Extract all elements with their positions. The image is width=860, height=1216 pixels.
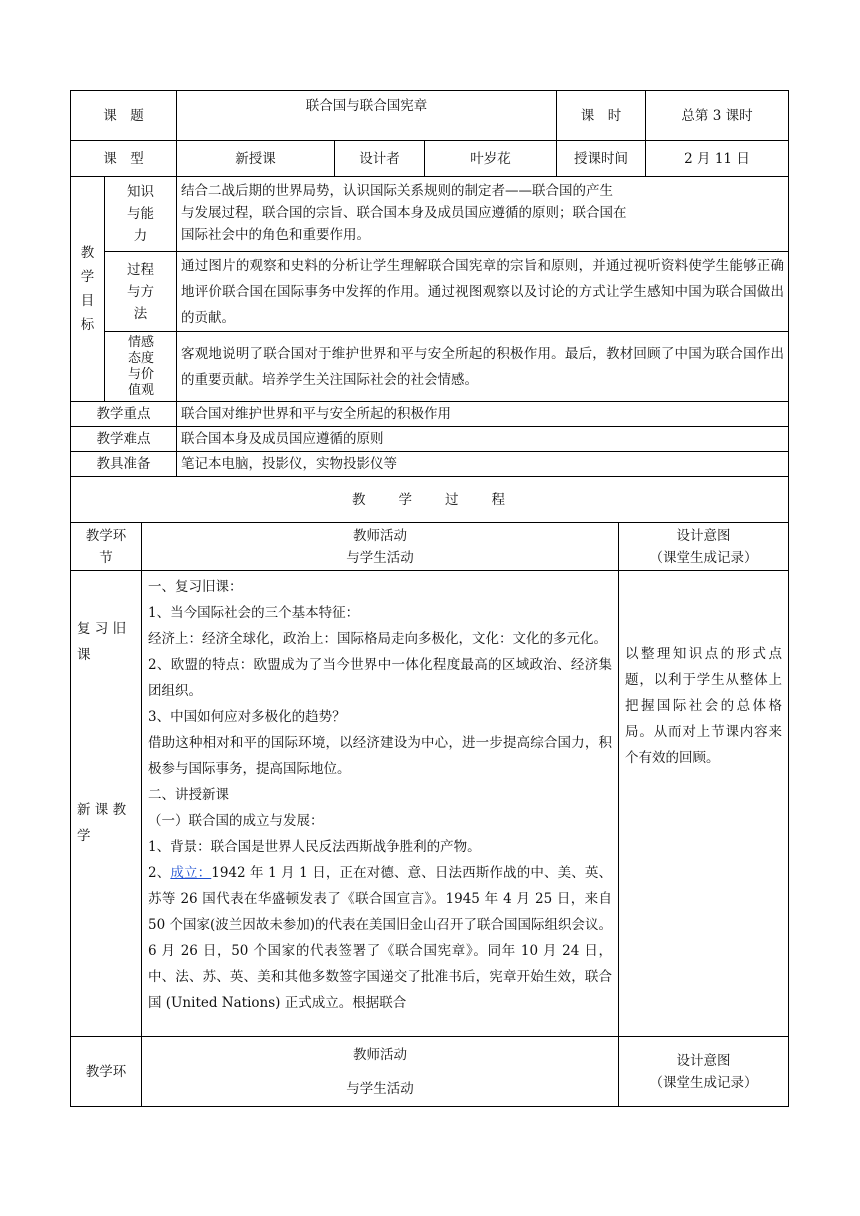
topic-value: 联合国与联合国宪章 [177,91,557,141]
lesson-header-table [70,90,789,523]
activity-prefix: 2、 [148,865,171,881]
difficult-point-label: 教学难点 [71,427,177,452]
activity-line: 3、中国如何应对多极化的趋势？ [148,709,346,725]
intent-header-line: （课堂生成记录） [649,549,758,566]
process-section-title: 教 学 过 程 [71,477,789,523]
lesson-plan-document [70,90,788,1107]
type-label: 课 型 [71,141,177,177]
designer-value: 叶岁花 [425,141,557,177]
footer-intent-line: 设计意图 [676,1052,731,1069]
process-label [105,252,177,332]
stage-column-header [71,523,142,571]
activity-line: 借助这种相对和平的国际环境，以经济建设为中心，进一步提高综合国力，积极参与国际事务，提高国际地位。 [148,735,612,777]
activity-line: 经济上：经济全球化，政治上：国际格局走向多极化，文化：文化的多元化。 [148,631,607,647]
key-point-text: 联合国对维护世界和平与安全所起的积极作用 [177,402,789,427]
activity-cell [142,571,619,1037]
emotion-label-text: 情感态度与价值观 [127,334,154,398]
footer-activity-line: 教师活动 [353,1046,407,1063]
activity-column-header [142,523,619,571]
knowledge-label [105,177,177,252]
knowledge-text [177,177,789,252]
period-label: 课 时 [557,91,646,141]
emotion-label [105,332,177,402]
activity-line: 1、当今国际社会的三个基本特征： [148,605,360,621]
established-link[interactable]: 成立： [170,865,212,881]
difficult-point-text: 联合国本身及成员国应遵循的原则 [177,427,789,452]
topic-label: 课 题 [71,91,177,141]
stage-header-line: 节 [99,549,113,566]
intent-column-header [619,523,789,571]
activity-line: 一、复习旧课： [148,579,243,595]
process-label-text: 过程与方法 [127,261,154,322]
stage-header-line: 教学环 [85,527,127,544]
activity-text: 1942 年 1 月 1 日，正在对德、意、日法西斯作战的中、美、英、苏等 26 国代表在华盛顿发表了《联合国宣言》。1945 年 4 月 25 日，来自 50 个国家(波兰因故未参加)的代表在美国旧金山召开了联合国国际组织会议。6 月 26 日，50 个国家的代表签署了《联合国宪章》。同年 10 月 24 日，中、法、苏、英、美和其他多数签字国递交了批准书后，宪章开始生效，联合国 (United Nations) 正式成立。根据联合 [148,865,613,1011]
knowledge-line: 与发展过程，联合国的宗旨、联合国本身及成员国应遵循的原则；联合国在 [181,205,627,221]
type-value: 新授课 [177,141,335,177]
knowledge-line: 结合二战后期的世界局势，认识国际关系规则的制定者——联合国的产生 [181,183,613,199]
stage-cell [71,571,142,1037]
activity-line: 2、欧盟的特点：欧盟成为了当今世界中一体化程度最高的区域政治、经济集团组织。 [148,657,612,699]
footer-intent-header [619,1037,789,1107]
footer-activity-line: 与学生活动 [346,1080,414,1097]
knowledge-line: 国际社会中的角色和重要作用。 [181,227,370,243]
date-value: 2 月 11 日 [646,141,789,177]
designer-label: 设计者 [335,141,425,177]
activity-header-line: 与学生活动 [346,549,414,566]
stage-review: 复 习 旧 课 [77,621,127,663]
objectives-group-text: 教学目标 [80,245,95,333]
activity-header-line: 教师活动 [353,527,407,544]
footer-stage-header: 教学环 [71,1037,142,1107]
intent-cell: 以整理知识点的形式点题，以利于学生从整体上把握国际社会的总体格局。从而对上节课内容来个有效的回顾。 [619,571,789,1037]
emotion-text: 客观地说明了联合国对于维护世界和平与安全所起的积极作用。最后，教材回顾了中国为联合国作出的重要贡献。培养学生关注国际社会的社会情感。 [177,332,789,402]
activity-line [148,860,612,1016]
objectives-group-label [71,177,105,402]
activity-line: 二、讲授新课 [148,787,229,803]
equipment-text: 笔记本电脑，投影仪，实物投影仪等 [177,452,789,477]
process-text: 通过图片的观察和史料的分析让学生理解联合国宪章的宗旨和原则，并通过视听资料使学生能够正确地评价联合国在国际事务中发挥的作用。通过视图观察以及讨论的方式让学生感知中国为联合国做出的贡献。 [177,252,789,332]
footer-intent-line: （课堂生成记录） [649,1074,758,1091]
knowledge-label-text: 知识与能力 [127,184,154,244]
teaching-process-table [70,522,789,1107]
date-label: 授课时间 [557,141,646,177]
activity-line: （一）联合国的成立与发展： [148,813,324,829]
activity-line: 1、背景：联合国是世界人民反法西斯战争胜利的产物。 [148,839,481,855]
period-value: 总第 3 课时 [646,91,789,141]
intent-header-line: 设计意图 [676,527,731,544]
stage-new: 新 课 教 学 [77,802,127,844]
footer-activity-header [142,1037,619,1107]
key-point-label: 教学重点 [71,402,177,427]
equipment-label: 教具准备 [71,452,177,477]
